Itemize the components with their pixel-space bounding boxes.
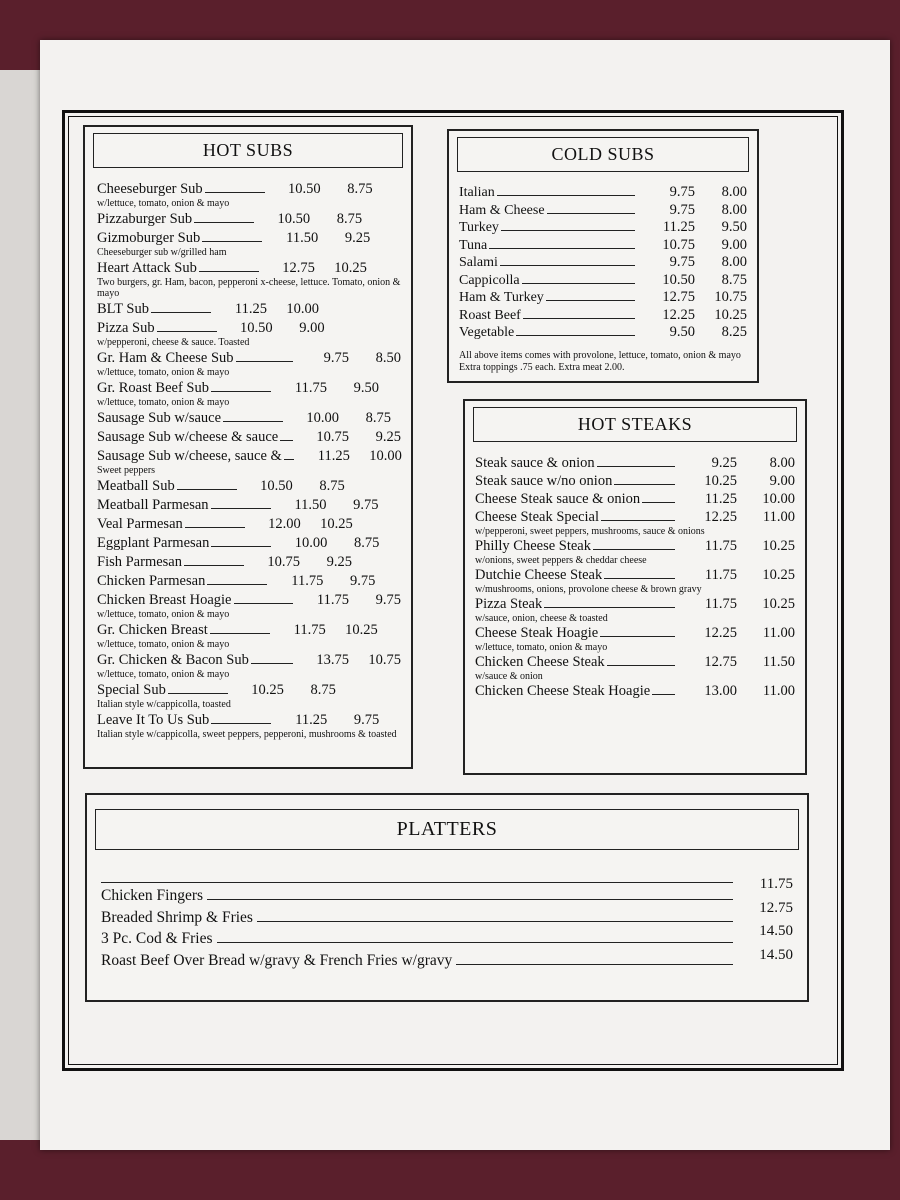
item-name: Gr. Roast Beef Sub xyxy=(97,380,209,396)
menu-item xyxy=(97,259,401,299)
leader-line xyxy=(185,527,245,528)
platter-price: 12.75 xyxy=(759,899,793,916)
item-description: Italian style w/cappicolla, toasted xyxy=(97,699,231,710)
item-price-large: 9.75 xyxy=(323,350,349,366)
leader-line xyxy=(601,520,675,521)
item-name: Cheese Steak Special xyxy=(475,509,600,525)
menu-item xyxy=(97,681,401,710)
menu-item xyxy=(97,229,401,258)
item-price-large: 10.50 xyxy=(662,271,695,288)
menu-item xyxy=(475,472,795,490)
item-description: w/pepperoni, cheese & sauce. Toasted xyxy=(97,337,250,348)
item-price-large: 13.75 xyxy=(316,652,349,668)
menu-item-row xyxy=(475,624,795,642)
cold-subs-title: COLD SUBS xyxy=(457,137,749,172)
item-price-small: 8.00 xyxy=(721,254,747,270)
menu-item xyxy=(97,534,401,552)
menu-item xyxy=(459,307,747,325)
menu-item-row xyxy=(459,254,747,272)
item-name: Tuna xyxy=(459,237,488,253)
item-price-small: 9.75 xyxy=(375,592,401,608)
item-description: w/sauce, onion, cheese & toasted xyxy=(475,613,608,624)
item-description: Cheeseburger sub w/grilled ham xyxy=(97,247,227,258)
menu-item xyxy=(97,711,401,740)
leader-line xyxy=(280,440,293,441)
menu-item-row xyxy=(97,229,401,247)
item-name: Ham & Turkey xyxy=(459,290,544,305)
item-name: Gr. Ham & Cheese Sub xyxy=(97,350,234,366)
item-price-large: 11.75 xyxy=(704,538,737,554)
item-price-small: 9.75 xyxy=(353,712,380,728)
item-name: Gizmoburger Sub xyxy=(97,230,201,246)
menu-item-row xyxy=(459,324,747,342)
item-name: Cheese Steak sauce & onion xyxy=(475,491,641,507)
menu-frame xyxy=(62,110,844,1071)
menu-item-row xyxy=(97,180,401,198)
menu-item-row xyxy=(97,651,401,669)
item-price-small: 8.75 xyxy=(310,682,336,698)
menu-item xyxy=(475,566,795,595)
menu-item xyxy=(459,289,747,307)
leader-line xyxy=(211,546,271,547)
item-price-large: 10.25 xyxy=(704,473,737,489)
menu-item xyxy=(475,508,795,537)
item-price-small: 8.00 xyxy=(721,184,747,200)
item-price-large: 11.75 xyxy=(291,573,324,589)
leader-line xyxy=(251,663,293,664)
item-price-large: 12.75 xyxy=(282,260,315,276)
leader-line xyxy=(607,665,675,666)
item-name: Chicken Parmesan xyxy=(97,573,206,589)
leader-line xyxy=(497,195,635,196)
leader-line xyxy=(184,565,244,566)
menu-item xyxy=(475,537,795,566)
menu-item xyxy=(97,428,401,446)
menu-item-row xyxy=(459,307,747,325)
menu-item xyxy=(459,219,747,237)
menu-item xyxy=(459,202,747,220)
leader-line xyxy=(593,549,675,550)
item-name: Steak sauce & onion xyxy=(475,455,595,471)
leader-line xyxy=(522,283,635,284)
leader-line xyxy=(544,607,675,608)
item-name: Veal Parmesan xyxy=(97,516,183,532)
item-price-small: 8.00 xyxy=(769,455,795,471)
menu-item-row xyxy=(459,219,747,237)
item-price-small: 9.50 xyxy=(721,219,747,235)
item-price-small: 9.25 xyxy=(375,429,401,445)
item-name: Cheese Steak Hoagie xyxy=(475,625,599,641)
leader-line xyxy=(642,502,675,503)
item-name: Leave It To Us Sub xyxy=(97,712,210,728)
item-price-small: 10.00 xyxy=(286,301,319,317)
menu-item-row xyxy=(97,210,401,228)
item-price-large: 9.75 xyxy=(669,254,695,270)
item-name: Cappicolla xyxy=(459,272,520,288)
menu-item-row xyxy=(475,566,795,584)
menu-item xyxy=(459,254,747,272)
menu-item-row xyxy=(97,447,401,465)
menu-item xyxy=(97,477,401,495)
item-price-small: 9.25 xyxy=(344,230,371,246)
item-price-small: 10.00 xyxy=(369,448,402,464)
item-price-small: 9.25 xyxy=(326,554,352,570)
item-price-small: 8.75 xyxy=(347,181,373,197)
menu-item-row xyxy=(475,537,795,555)
item-price-small: 10.75 xyxy=(368,652,401,668)
item-price-large: 10.50 xyxy=(260,478,293,494)
menu-item-row xyxy=(97,572,401,590)
leader-line xyxy=(501,230,635,231)
item-price-small: 9.00 xyxy=(721,236,747,253)
item-price-large: 12.75 xyxy=(662,289,695,305)
item-name: Pizza Steak xyxy=(475,596,543,612)
platter-name: Chicken Fingers xyxy=(101,887,204,904)
item-price-large: 10.50 xyxy=(239,320,273,336)
hot-steaks-section xyxy=(463,399,807,775)
item-price-large: 10.75 xyxy=(267,554,300,570)
menu-item-row xyxy=(97,409,401,427)
item-name: Special Sub xyxy=(97,682,166,698)
leader-line xyxy=(547,213,635,214)
menu-item xyxy=(97,409,401,427)
menu-item xyxy=(475,595,795,624)
item-price-large: 13.00 xyxy=(704,683,737,699)
platters-list xyxy=(87,862,807,971)
menu-item-row xyxy=(97,379,401,397)
leader-line xyxy=(177,489,237,490)
leader-line xyxy=(211,508,271,509)
item-name: Pizza Sub xyxy=(97,320,155,336)
leader-line xyxy=(151,312,211,313)
item-price-small: 10.00 xyxy=(762,491,795,507)
hot-subs-list xyxy=(85,180,411,740)
menu-item xyxy=(97,210,401,228)
menu-item-row xyxy=(459,184,747,202)
cold-subs-note-line1: All above items comes with provolone, lettuce, tomato, onion & mayo xyxy=(459,349,741,361)
leader-line xyxy=(652,694,675,695)
item-name: Steak sauce w/no onion xyxy=(475,473,613,489)
menu-item-row xyxy=(459,272,747,290)
item-price-small: 9.75 xyxy=(353,497,379,513)
menu-item-row xyxy=(459,202,747,220)
item-price-large: 10.25 xyxy=(251,682,284,698)
item-name: Gr. Chicken Breast xyxy=(97,622,208,638)
leader-line xyxy=(207,584,267,585)
item-price-large: 12.25 xyxy=(662,306,695,323)
platter-item xyxy=(101,907,793,929)
leader-line xyxy=(210,633,270,634)
item-name: Eggplant Parmesan xyxy=(97,535,210,551)
item-name: Sausage Sub w/sauce xyxy=(97,410,222,426)
menu-item xyxy=(97,572,401,590)
item-name: Ham & Cheese xyxy=(459,202,545,218)
leader-line xyxy=(489,248,635,249)
item-price-small: 10.25 xyxy=(320,516,353,532)
item-price-large: 11.50 xyxy=(286,230,319,246)
cold-subs-note xyxy=(449,342,757,374)
leader-line xyxy=(217,942,733,943)
item-price-small: 10.25 xyxy=(762,567,795,583)
platters-section xyxy=(85,793,809,1002)
item-price-large: 12.25 xyxy=(704,625,737,641)
menu-item-row xyxy=(97,681,401,699)
item-price-large: 10.75 xyxy=(662,236,695,253)
platter-price: 14.50 xyxy=(759,946,793,963)
item-name: Dutchie Cheese Steak xyxy=(475,567,603,583)
item-description: w/pepperoni, sweet peppers, mushrooms, sauce & onions xyxy=(475,526,705,537)
platters-top-line xyxy=(101,872,733,883)
leader-line xyxy=(211,391,271,392)
leader-line xyxy=(523,318,635,319)
menu-item-row xyxy=(97,319,401,337)
item-price-small: 8.75 xyxy=(319,478,345,494)
item-price-large: 11.50 xyxy=(294,497,327,513)
item-price-large: 9.25 xyxy=(711,455,737,471)
item-name: Salami xyxy=(459,255,498,270)
item-name: Turkey xyxy=(459,220,499,235)
platter-price: 14.50 xyxy=(759,923,793,939)
menu-item-row xyxy=(97,534,401,552)
platter-name: Breaded Shrimp & Fries xyxy=(101,908,253,926)
item-price-large: 11.75 xyxy=(316,592,349,608)
leader-line xyxy=(211,723,271,724)
item-name: Gr. Chicken & Bacon Sub xyxy=(97,652,249,668)
menu-item xyxy=(97,621,401,650)
item-price-small: 10.25 xyxy=(762,538,795,554)
menu-item-row xyxy=(459,237,747,255)
menu-item xyxy=(97,553,401,571)
item-name: Chicken Breast Hoagie xyxy=(97,592,232,608)
item-price-small: 11.00 xyxy=(762,509,795,525)
item-name: Heart Attack Sub xyxy=(97,260,197,276)
item-price-small: 10.25 xyxy=(714,306,747,323)
item-price-large: 11.25 xyxy=(662,219,695,235)
item-name: BLT Sub xyxy=(97,301,149,317)
item-description: w/lettuce, tomato, onion & mayo xyxy=(97,367,230,378)
platter-item xyxy=(101,885,793,907)
hot-steaks-list xyxy=(465,454,805,700)
menu-item xyxy=(97,300,401,318)
item-price-small: 8.75 xyxy=(336,211,363,227)
leader-line xyxy=(456,964,733,965)
item-price-small: 8.00 xyxy=(721,201,747,218)
item-price-small: 11.50 xyxy=(762,654,795,670)
menu-item-row xyxy=(459,289,747,307)
platter-name: 3 Pc. Cod & Fries xyxy=(101,930,213,947)
menu-item xyxy=(97,447,401,476)
hot-subs-title: HOT SUBS xyxy=(93,133,403,168)
item-price-large: 9.50 xyxy=(669,324,695,340)
item-price-small: 9.00 xyxy=(299,320,325,336)
item-name: Italian xyxy=(459,185,495,200)
item-price-small: 8.75 xyxy=(353,535,380,551)
item-description: Sweet peppers xyxy=(97,465,156,476)
item-price-large: 12.25 xyxy=(704,509,737,525)
item-price-small: 8.75 xyxy=(721,271,747,288)
menu-item-row xyxy=(97,300,401,318)
menu-item xyxy=(459,324,747,342)
leader-line xyxy=(168,693,228,694)
menu-item-row xyxy=(475,653,795,671)
item-name: Pizzaburger Sub xyxy=(97,211,193,227)
item-price-large: 11.25 xyxy=(295,712,328,728)
item-price-large: 11.75 xyxy=(293,622,326,638)
leader-line xyxy=(207,899,733,900)
menu-item-row xyxy=(97,428,401,446)
item-name: Vegetable xyxy=(459,325,515,340)
item-description: w/mushrooms, onions, provolone cheese & brown gravy xyxy=(475,584,702,595)
cold-subs-section xyxy=(447,129,759,383)
item-price-small: 8.25 xyxy=(721,324,747,340)
item-description: Two burgers, gr. Ham, bacon, pepperoni x-cheese, lettuce. Tomato, onion & mayo xyxy=(97,277,401,299)
hot-steaks-title: HOT STEAKS xyxy=(473,407,797,442)
cold-subs-note-line2: Extra toppings .75 each. Extra meat 2.00. xyxy=(459,361,625,373)
item-price-small: 11.00 xyxy=(762,625,795,641)
menu-item xyxy=(97,496,401,514)
menu-item-row xyxy=(475,595,795,613)
leader-line xyxy=(614,484,675,485)
leader-line xyxy=(202,241,262,242)
menu-item xyxy=(475,454,795,472)
menu-item xyxy=(459,184,747,202)
item-name: Cheeseburger Sub xyxy=(97,181,203,197)
item-description: w/lettuce, tomato, onion & mayo xyxy=(97,397,230,408)
item-price-large: 10.50 xyxy=(277,211,311,227)
item-price-large: 12.00 xyxy=(268,516,301,532)
menu-page xyxy=(40,40,890,1150)
item-name: Roast Beef xyxy=(459,307,521,323)
item-price-large: 11.25 xyxy=(317,448,350,464)
leader-line xyxy=(516,335,635,336)
menu-item-row xyxy=(97,477,401,495)
platter-item xyxy=(101,950,793,972)
menu-item xyxy=(459,237,747,255)
item-name: Sausage Sub w/cheese & sauce xyxy=(97,429,279,445)
item-name: Fish Parmesan xyxy=(97,554,182,570)
menu-item xyxy=(97,651,401,680)
item-price-small: 8.75 xyxy=(365,410,392,426)
platters-prices xyxy=(759,873,793,967)
menu-item-row xyxy=(97,496,401,514)
item-price-small: 10.75 xyxy=(714,289,747,305)
item-description: w/lettuce, tomato, onion & mayo xyxy=(97,639,230,650)
menu-item xyxy=(459,272,747,290)
item-name: Philly Cheese Steak xyxy=(475,538,591,554)
item-price-large: 10.00 xyxy=(294,535,328,551)
menu-item xyxy=(97,591,401,620)
leader-line xyxy=(194,222,254,223)
hot-subs-section xyxy=(83,125,413,769)
platters-title: PLATTERS xyxy=(95,809,799,850)
item-price-small: 9.75 xyxy=(349,573,376,589)
menu-item xyxy=(475,624,795,653)
leader-line xyxy=(597,466,675,467)
leader-line xyxy=(500,265,635,266)
platter-name: Roast Beef Over Bread w/gravy & French Fries w/gravy xyxy=(101,951,453,969)
menu-item xyxy=(97,515,401,533)
leader-line xyxy=(600,636,675,637)
leader-line xyxy=(223,421,283,422)
item-name: Meatball Parmesan xyxy=(97,497,209,513)
leader-line xyxy=(157,331,217,332)
item-description: Italian style w/cappicolla, sweet peppers, pepperoni, mushrooms & toasted xyxy=(97,729,397,740)
item-price-large: 11.25 xyxy=(704,491,737,507)
menu-item xyxy=(97,180,401,209)
menu-item-row xyxy=(97,349,401,367)
cold-subs-list xyxy=(449,184,757,342)
leader-line xyxy=(199,271,259,272)
menu-item xyxy=(475,653,795,682)
item-name: Chicken Cheese Steak xyxy=(475,654,605,670)
leader-line xyxy=(236,361,293,362)
menu-item-row xyxy=(97,553,401,571)
item-name: Chicken Cheese Steak Hoagie xyxy=(475,683,651,699)
item-price-small: 9.50 xyxy=(353,380,379,396)
item-price-small: 10.25 xyxy=(762,596,795,612)
item-description: w/lettuce, tomato, onion & mayo xyxy=(97,198,230,209)
menu-item-row xyxy=(475,490,795,508)
item-description: w/onions, sweet peppers & cheddar cheese xyxy=(475,555,647,566)
item-price-small: 9.00 xyxy=(769,473,795,489)
item-price-large: 10.00 xyxy=(306,410,340,426)
menu-item xyxy=(97,319,401,348)
item-price-large: 9.75 xyxy=(669,184,695,200)
menu-item-row xyxy=(97,621,401,639)
leader-line xyxy=(284,459,294,460)
item-price-large: 10.50 xyxy=(288,181,321,197)
item-name: Sausage Sub w/cheese, sauce & xyxy=(97,448,282,464)
item-price-small: 11.00 xyxy=(762,683,795,699)
leader-line xyxy=(205,192,265,193)
menu-item-row xyxy=(97,515,401,533)
item-price-large: 11.75 xyxy=(704,596,737,612)
menu-item xyxy=(475,490,795,508)
item-price-large: 11.75 xyxy=(294,380,327,396)
item-price-small: 8.50 xyxy=(375,350,401,366)
item-price-large: 11.75 xyxy=(704,567,737,583)
item-price-large: 11.25 xyxy=(234,301,267,317)
leader-line xyxy=(234,603,294,604)
item-description: w/sauce & onion xyxy=(475,671,543,682)
leader-line xyxy=(546,300,635,301)
menu-item-row xyxy=(475,472,795,490)
menu-item-row xyxy=(97,591,401,609)
leader-line xyxy=(257,921,733,922)
leader-line xyxy=(604,578,675,579)
item-price-large: 9.75 xyxy=(669,201,695,218)
menu-item xyxy=(475,682,795,700)
item-price-large: 10.75 xyxy=(316,429,349,445)
item-price-large: 12.75 xyxy=(704,654,737,670)
menu-item xyxy=(97,379,401,408)
menu-item-row xyxy=(475,508,795,526)
menu-item-row xyxy=(475,682,795,700)
menu-item-row xyxy=(97,259,401,277)
item-name: Meatball Sub xyxy=(97,478,175,494)
menu-item-row xyxy=(97,711,401,729)
platter-price: 11.75 xyxy=(759,876,793,892)
menu-item-row xyxy=(475,454,795,472)
item-description: w/lettuce, tomato, onion & mayo xyxy=(97,609,230,620)
menu-item xyxy=(97,349,401,378)
item-price-small: 10.25 xyxy=(345,622,378,638)
item-price-small: 10.25 xyxy=(334,260,367,276)
item-description: w/lettuce, tomato, onion & mayo xyxy=(97,669,230,680)
platter-item xyxy=(101,928,793,950)
item-description: w/lettuce, tomato, onion & mayo xyxy=(475,642,608,653)
